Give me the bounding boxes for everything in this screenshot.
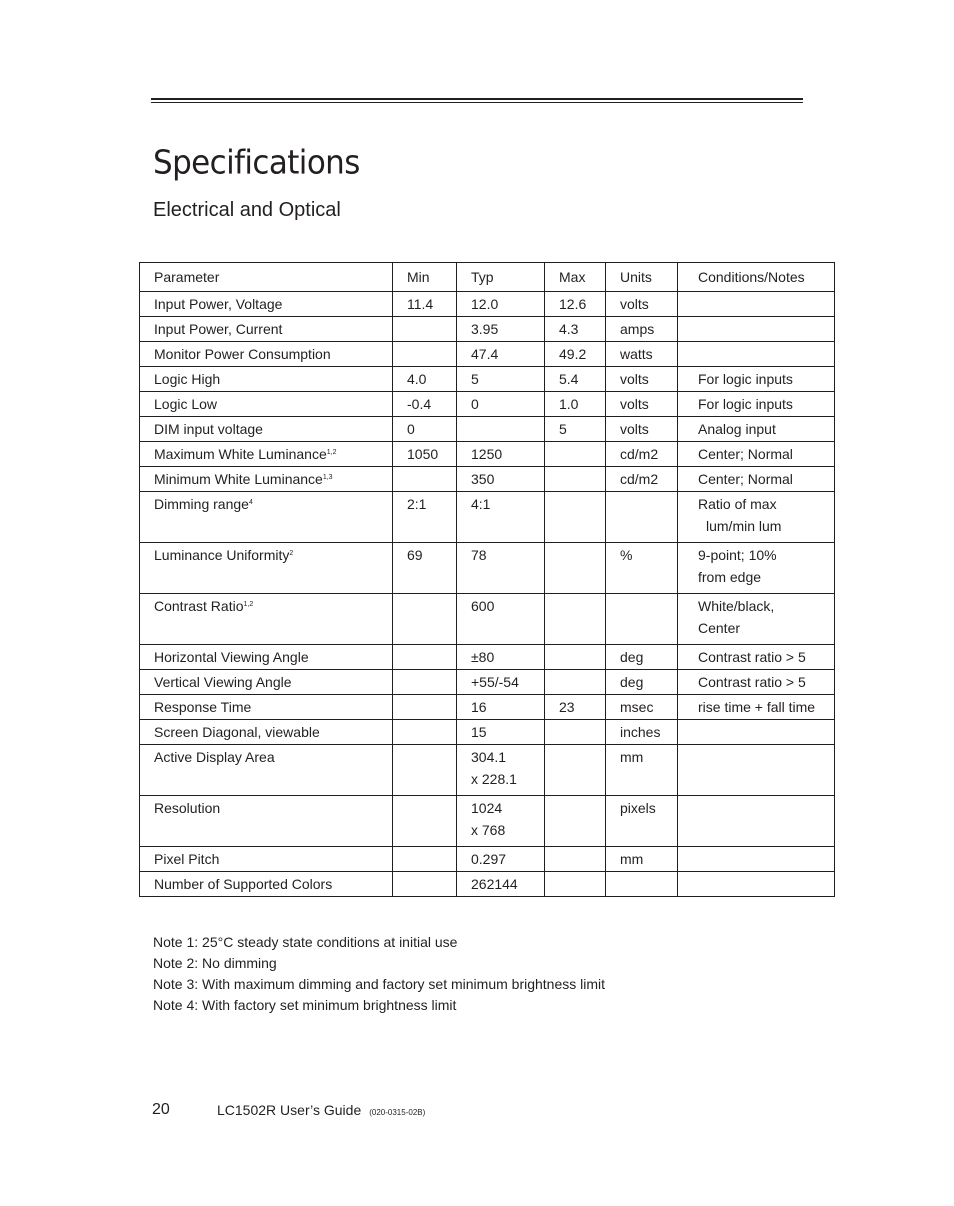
cell-max: [545, 745, 606, 796]
cell-parameter: [140, 745, 393, 796]
cell-notes: [678, 745, 835, 796]
cell-typ: +55/-54: [457, 670, 545, 695]
note-1: Note 1: 25°C steady state conditions at initial use: [153, 934, 458, 950]
footer-guide: [217, 1102, 425, 1118]
parameter-label: Luminance Uniformity: [154, 547, 290, 563]
column-header: Parameter: [140, 263, 393, 292]
cell-notes: For logic inputs: [678, 367, 835, 392]
cell-max: 23: [545, 695, 606, 720]
cell-min: 11.4: [393, 292, 457, 317]
cell-min: [393, 796, 457, 847]
cell-notes: For logic inputs: [678, 392, 835, 417]
cell-min: [393, 342, 457, 367]
cell-typ: 78: [457, 543, 545, 594]
cell-max: 12.6: [545, 292, 606, 317]
cell-max: [545, 872, 606, 897]
cell-units: [606, 872, 678, 897]
note-3: Note 3: With maximum dimming and factory set minimum brightness limit: [153, 976, 606, 992]
table-row: [140, 492, 835, 543]
cell-typ: 0.297: [457, 847, 545, 872]
cell-min: [393, 670, 457, 695]
spec-table: [139, 262, 835, 897]
cell-parameter: [140, 847, 393, 872]
cell-units: volts: [606, 417, 678, 442]
cell-notes: Contrast ratio > 5: [678, 670, 835, 695]
header-rule-thick: [151, 98, 803, 100]
guide-title: LC1502R User’s Guide: [217, 1102, 362, 1118]
cell-typ: 3.95: [457, 317, 545, 342]
cell-units: [606, 594, 678, 645]
cell-units: pixels: [606, 796, 678, 847]
cell-min: [393, 745, 457, 796]
cell-max: [545, 670, 606, 695]
cell-min: [393, 594, 457, 645]
cell-units: amps: [606, 317, 678, 342]
cell-parameter: [140, 342, 393, 367]
table-row: [140, 847, 835, 872]
cell-units: mm: [606, 847, 678, 872]
cell-parameter: [140, 720, 393, 745]
cell-typ: 0: [457, 392, 545, 417]
cell-notes: Ratio of max lum/min lum: [678, 492, 835, 543]
cell-min: [393, 847, 457, 872]
cell-parameter: [140, 417, 393, 442]
cell-units: cd/m2: [606, 442, 678, 467]
cell-max: [545, 492, 606, 543]
cell-units: mm: [606, 745, 678, 796]
parameter-label: Monitor Power Consumption: [154, 346, 331, 362]
parameter-label: Dimming range: [154, 496, 249, 512]
cell-parameter: [140, 442, 393, 467]
cell-max: 5: [545, 417, 606, 442]
parameter-label: Logic Low: [154, 396, 218, 412]
parameter-label: Maximum White Luminance: [154, 446, 327, 462]
cell-notes: rise time + fall time: [678, 695, 835, 720]
table-row: [140, 670, 835, 695]
parameter-label: Screen Diagonal, viewable: [154, 724, 320, 740]
cell-max: [545, 796, 606, 847]
cell-min: [393, 317, 457, 342]
cell-max: 4.3: [545, 317, 606, 342]
cell-max: [545, 594, 606, 645]
note-4: Note 4: With factory set minimum brightness limit: [153, 997, 457, 1013]
cell-min: 69: [393, 543, 457, 594]
cell-typ: 15: [457, 720, 545, 745]
parameter-label: Resolution: [154, 800, 221, 816]
cell-max: [545, 543, 606, 594]
parameter-label: Logic High: [154, 371, 221, 387]
column-header: Units: [606, 263, 678, 292]
table-row: [140, 543, 835, 594]
column-header: Typ: [457, 263, 545, 292]
parameter-label: Number of Supported Colors: [154, 876, 333, 892]
cell-typ: 16: [457, 695, 545, 720]
section-subtitle: Electrical and Optical: [153, 199, 341, 221]
cell-units: deg: [606, 670, 678, 695]
cell-parameter: [140, 292, 393, 317]
table-row: [140, 442, 835, 467]
cell-min: 0: [393, 417, 457, 442]
footnote-ref: 2: [289, 550, 294, 557]
table-row: [140, 645, 835, 670]
cell-typ: 5: [457, 367, 545, 392]
table-row: [140, 342, 835, 367]
cell-units: [606, 492, 678, 543]
cell-notes: [678, 796, 835, 847]
cell-parameter: [140, 645, 393, 670]
cell-typ: 47.4: [457, 342, 545, 367]
cell-parameter: [140, 367, 393, 392]
cell-units: msec: [606, 695, 678, 720]
table-row: [140, 392, 835, 417]
table-row: [140, 317, 835, 342]
page-title: Specifications: [153, 144, 360, 183]
parameter-label: Input Power, Voltage: [154, 296, 283, 312]
cell-min: 4.0: [393, 367, 457, 392]
parameter-label: Active Display Area: [154, 749, 275, 765]
cell-min: -0.4: [393, 392, 457, 417]
cell-parameter: [140, 392, 393, 417]
cell-parameter: [140, 670, 393, 695]
cell-notes: [678, 847, 835, 872]
cell-max: [545, 720, 606, 745]
cell-parameter: [140, 796, 393, 847]
cell-notes: White/black, Center: [678, 594, 835, 645]
cell-units: volts: [606, 292, 678, 317]
cell-max: [545, 442, 606, 467]
footnote-ref: 1,2: [326, 449, 337, 456]
cell-typ: 4:1: [457, 492, 545, 543]
cell-notes: [678, 317, 835, 342]
cell-units: volts: [606, 392, 678, 417]
cell-min: [393, 720, 457, 745]
page-number: 20: [152, 1101, 170, 1118]
header-rule-thin: [151, 102, 803, 103]
table-row: [140, 367, 835, 392]
table-row: [140, 872, 835, 897]
table-row: [140, 292, 835, 317]
cell-max: [545, 847, 606, 872]
column-header: Conditions/Notes: [678, 263, 835, 292]
spec-table-body: [140, 263, 835, 897]
cell-notes: [678, 342, 835, 367]
doc-number: (020-0315-02B): [369, 1108, 426, 1117]
cell-typ: 12.0: [457, 292, 545, 317]
column-header: Max: [545, 263, 606, 292]
cell-typ: 304.1 x 228.1: [457, 745, 545, 796]
cell-units: inches: [606, 720, 678, 745]
cell-notes: Center; Normal: [678, 467, 835, 492]
table-row: [140, 594, 835, 645]
cell-notes: [678, 720, 835, 745]
cell-min: 2:1: [393, 492, 457, 543]
table-row: [140, 745, 835, 796]
table-row: [140, 417, 835, 442]
parameter-label: DIM input voltage: [154, 421, 263, 437]
cell-parameter: [140, 872, 393, 897]
cell-notes: Center; Normal: [678, 442, 835, 467]
cell-parameter: [140, 317, 393, 342]
cell-max: 5.4: [545, 367, 606, 392]
cell-units: cd/m2: [606, 467, 678, 492]
cell-max: [545, 645, 606, 670]
parameter-label: Pixel Pitch: [154, 851, 220, 867]
cell-min: [393, 467, 457, 492]
footnote-ref: 1,3: [322, 474, 333, 481]
parameter-label: Input Power, Current: [154, 321, 283, 337]
cell-typ: 350: [457, 467, 545, 492]
cell-units: volts: [606, 367, 678, 392]
cell-typ: ±80: [457, 645, 545, 670]
cell-typ: [457, 417, 545, 442]
footnote-ref: 1,2: [243, 601, 254, 608]
table-row: [140, 720, 835, 745]
cell-min: [393, 695, 457, 720]
notes-list: [153, 932, 605, 1016]
cell-parameter: [140, 492, 393, 543]
note-2: Note 2: No dimming: [153, 955, 277, 971]
parameter-label: Contrast Ratio: [154, 598, 244, 614]
cell-max: [545, 467, 606, 492]
cell-units: deg: [606, 645, 678, 670]
cell-notes: [678, 292, 835, 317]
cell-typ: 600: [457, 594, 545, 645]
parameter-label: Horizontal Viewing Angle: [154, 649, 309, 665]
cell-notes: Analog input: [678, 417, 835, 442]
cell-parameter: [140, 695, 393, 720]
parameter-label: Response Time: [154, 699, 252, 715]
cell-min: [393, 645, 457, 670]
cell-typ: 1250: [457, 442, 545, 467]
cell-notes: 9-point; 10% from edge: [678, 543, 835, 594]
cell-units: %: [606, 543, 678, 594]
column-header: Min: [393, 263, 457, 292]
cell-max: 1.0: [545, 392, 606, 417]
cell-max: 49.2: [545, 342, 606, 367]
table-row: [140, 695, 835, 720]
cell-units: watts: [606, 342, 678, 367]
parameter-label: Minimum White Luminance: [154, 471, 323, 487]
cell-parameter: [140, 543, 393, 594]
cell-typ: 262144: [457, 872, 545, 897]
cell-notes: Contrast ratio > 5: [678, 645, 835, 670]
table-row: [140, 467, 835, 492]
parameter-label: Vertical Viewing Angle: [154, 674, 292, 690]
cell-typ: 1024 x 768: [457, 796, 545, 847]
cell-parameter: [140, 594, 393, 645]
table-header-row: [140, 263, 835, 292]
cell-min: [393, 872, 457, 897]
cell-notes: [678, 872, 835, 897]
table-row: [140, 796, 835, 847]
footnote-ref: 4: [248, 499, 253, 506]
cell-min: 1050: [393, 442, 457, 467]
cell-parameter: [140, 467, 393, 492]
